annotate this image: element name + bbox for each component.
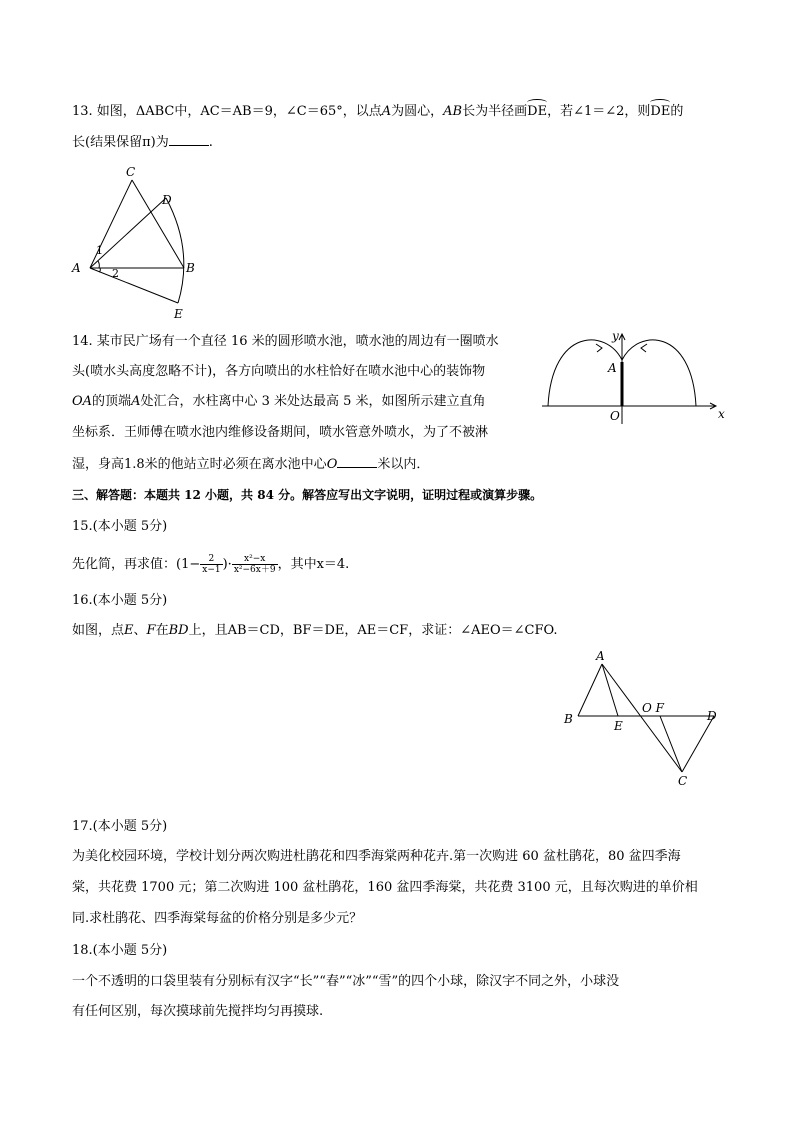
q14-text: 米以内．	[377, 457, 430, 472]
label-o: O	[610, 409, 620, 423]
label-x: x	[718, 407, 725, 421]
q14-figure	[538, 328, 728, 426]
arc-de: DE	[650, 104, 671, 119]
q16-text: 、	[133, 623, 147, 638]
label-e: E	[614, 719, 623, 733]
fraction	[200, 554, 222, 575]
q13-text: 的	[670, 104, 684, 119]
q13-figure	[62, 160, 212, 320]
q15-text: ，其中x＝4.	[277, 557, 350, 572]
label-e: E	[174, 307, 183, 320]
arc-de: DE	[527, 104, 548, 119]
q16-var: BD	[168, 623, 189, 638]
label-b: B	[564, 712, 573, 726]
q14-line4: 坐标系．王师傅在喷水池内维修设备期间，喷水管意外喷水，为了不被淋	[72, 425, 489, 440]
label-c: C	[126, 165, 136, 179]
q14-var: O	[326, 457, 338, 472]
label-d: D	[707, 709, 717, 723]
q16-line1	[72, 622, 558, 640]
q13-text: 长为半径画	[462, 104, 528, 119]
label-a: A	[72, 261, 81, 275]
q17-heading: 17.(本小题 5分)	[72, 819, 168, 834]
label-b: B	[186, 261, 195, 275]
q16-var: E	[124, 623, 134, 638]
q16-text: 在	[155, 623, 169, 638]
fraction-denominator: x−1	[202, 565, 221, 575]
label-o-f: O F	[642, 701, 664, 715]
q14-text: 处汇合，水柱离中心 3 米处达最高 5 米，如图所示建立直角	[140, 394, 486, 409]
q16-text: 如图，点	[72, 623, 125, 638]
q13-text: .	[208, 135, 213, 150]
q17-line3: 同.求杜鹃花、四季海棠每盆的价格分别是多少元？	[72, 911, 363, 926]
q17-line1: 为美化校园环境，学校计划分两次购进杜鹃花和四季海棠两种花卉.第一次购进 60 盆杜鹃花，80 盆四季海	[72, 849, 681, 864]
label-angle-2: 2	[112, 267, 119, 280]
q13-line2	[72, 133, 213, 152]
fraction-numerator: x²−x	[232, 554, 278, 565]
q16-heading: 16.(本小题 5分)	[72, 593, 168, 608]
q14-text: 湿，身高1.8米的他站立时必须在离水池中心	[72, 457, 327, 472]
fraction-numerator: 2	[200, 554, 222, 565]
q17-line2: 棠，共花费 1700 元；第二次购进 100 盆杜鹃花，160 盆四季海棠，共花费 3100 元，且每次购进的单价相	[72, 880, 698, 895]
q14-line3	[72, 393, 486, 411]
q15-text: 先化简，再求值：(1−	[72, 557, 201, 572]
label-a: A	[596, 649, 605, 663]
q18-line1: 一个不透明的口袋里装有分别标有汉字“长”“春”“冰”“雪”的四个小球，除汉字不同之外，小球没	[72, 974, 620, 989]
q13-text: 为圆心，	[391, 104, 444, 119]
q18-heading: 18.(本小题 5分)	[72, 943, 168, 958]
section-heading: 三、解答题：本题共 12 小题，共 84 分。解答应写出文字说明，证明过程或演算步骤。	[72, 488, 543, 502]
answer-blank	[337, 455, 377, 468]
q16-figure	[560, 648, 730, 790]
label-d: D	[162, 193, 172, 207]
fraction	[232, 554, 278, 575]
answer-blank	[169, 133, 209, 146]
q13-text: ΔABC中，AC＝AB＝9，∠C＝65°，以点	[135, 104, 382, 119]
q14-line1: 14. 某市民广场有一个直径 16 米的圆形喷水池，喷水池的周边有一圈喷水	[72, 334, 499, 349]
q13-text: 长(结果保留π)为	[72, 135, 169, 150]
q14-line2: 头(喷水头高度忽略不计)，各方向喷出的水柱恰好在喷水池中心的装饰物	[72, 364, 486, 379]
q14-var: A	[131, 394, 141, 409]
q16-text: 上，且AB＝CD，BF＝DE，AE＝CF，求证：∠AEO＝∠CFO.	[188, 623, 558, 638]
q13-var: A	[381, 104, 392, 119]
q15-text: )·	[222, 557, 232, 572]
q14-line5	[72, 455, 429, 474]
q13-var: AB	[443, 104, 463, 119]
q15-expression	[72, 551, 349, 579]
label-y: y	[612, 329, 619, 343]
q16-var: F	[146, 623, 156, 638]
q13-text: ，若∠1＝∠2，则	[547, 104, 651, 119]
label-c: C	[678, 774, 688, 788]
q13-line1	[72, 103, 683, 121]
q14-var: OA	[72, 394, 93, 409]
fraction-denominator: x²−6x＋9	[233, 565, 276, 575]
label-angle-1: 1	[96, 244, 103, 257]
q15-heading: 15.(本小题 5分)	[72, 519, 168, 534]
q13-text: 13. 如图，	[72, 104, 136, 119]
q14-text: 的顶端	[92, 394, 132, 409]
label-a: A	[608, 361, 617, 375]
q18-line2: 有任何区别，每次摸球前先搅拌均匀再摸球.	[72, 1004, 324, 1019]
